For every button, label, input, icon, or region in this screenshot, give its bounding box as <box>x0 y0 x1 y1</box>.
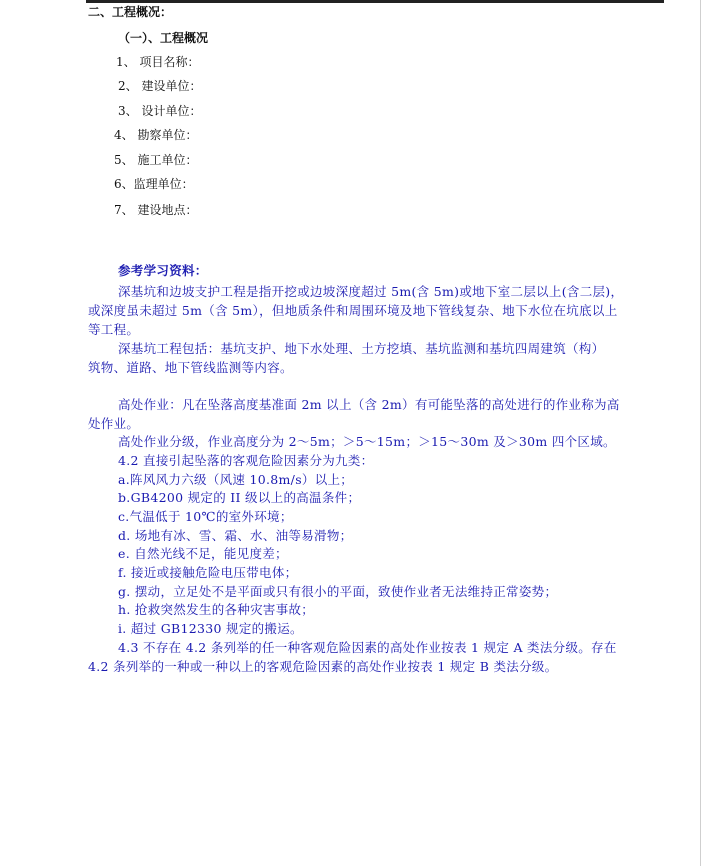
reference-line: 筑物、道路、地下管线监测等内容。 <box>88 360 293 375</box>
item-construction-unit: 2、 建设单位： <box>118 79 202 93</box>
reference-line: g. 摆动，立足处不是平面或只有很小的平面，致使作业者无法维持正常姿势； <box>118 584 558 599</box>
item-contractor-unit: 5、 施工单位： <box>114 153 198 167</box>
item-supervision-unit: 6、监理单位： <box>114 177 194 191</box>
reference-line: 高处作业：凡在坠落高度基准面 2m 以上（含 2m）有可能坠落的高处进行的作业称为高 <box>118 397 620 412</box>
reference-line: a.阵风风力六级（风速 10.8m/s）以上； <box>118 472 354 487</box>
reference-line: c.气温低于 10℃的室外环境； <box>118 509 293 524</box>
page-top-border <box>86 0 664 3</box>
section-heading: 二、工程概况： <box>88 5 173 19</box>
reference-line: 等工程。 <box>88 322 140 337</box>
reference-line: 深基坑和边坡支护工程是指开挖或边坡深度超过 5m(含 5m)或地下室二层以上(含二层)， <box>118 284 624 299</box>
reference-line: 深基坑工程包括：基坑支护、地下水处理、土方挖填、基坑监测和基坑四周建筑（构） <box>118 341 605 356</box>
item-design-unit: 3、 设计单位： <box>118 104 202 118</box>
reference-line: i. 超过 GB12330 规定的搬运。 <box>118 621 303 636</box>
sub-heading: （一）、工程概况 <box>118 31 209 45</box>
reference-line: f. 接近或接触危险电压带电体； <box>118 565 298 580</box>
reference-line: 4.2 条列举的一种或一种以上的客观危险因素的高处作业按表 1 规定 B 类法分级。 <box>88 659 558 674</box>
reference-line: 4.2 直接引起坠落的客观危险因素分为九类： <box>118 453 374 468</box>
reference-line: h. 抢救突然发生的各种灾害事故； <box>118 602 315 617</box>
reference-line: 4.3 不存在 4.2 条列举的任一种客观危险因素的高处作业按表 1 规定 A 类法分级。存在 <box>118 640 617 655</box>
reference-title: 参考学习资料： <box>118 263 208 278</box>
reference-line: 高处作业分级，作业高度分为 2～5m；＞5～15m；＞15～30m 及＞30m 四个区域。 <box>118 434 616 449</box>
item-project-name: 1、 项目名称： <box>116 55 200 69</box>
reference-line: b.GB4200 规定的 II 级以上的高温条件； <box>118 490 361 505</box>
reference-line: 或深度虽未超过 5m（含 5m），但地质条件和周围环境及地下管线复杂、地下水位在坑底以上 <box>88 303 618 318</box>
item-site-location: 7、 建设地点： <box>114 203 198 217</box>
reference-line: 处作业。 <box>88 416 140 431</box>
page-right-edge <box>700 0 701 866</box>
item-survey-unit: 4、 勘察单位： <box>114 128 198 142</box>
reference-line: e. 自然光线不足，能见度差； <box>118 546 288 561</box>
reference-line: d. 场地有冰、雪、霜、水、油等易滑物； <box>118 528 353 543</box>
